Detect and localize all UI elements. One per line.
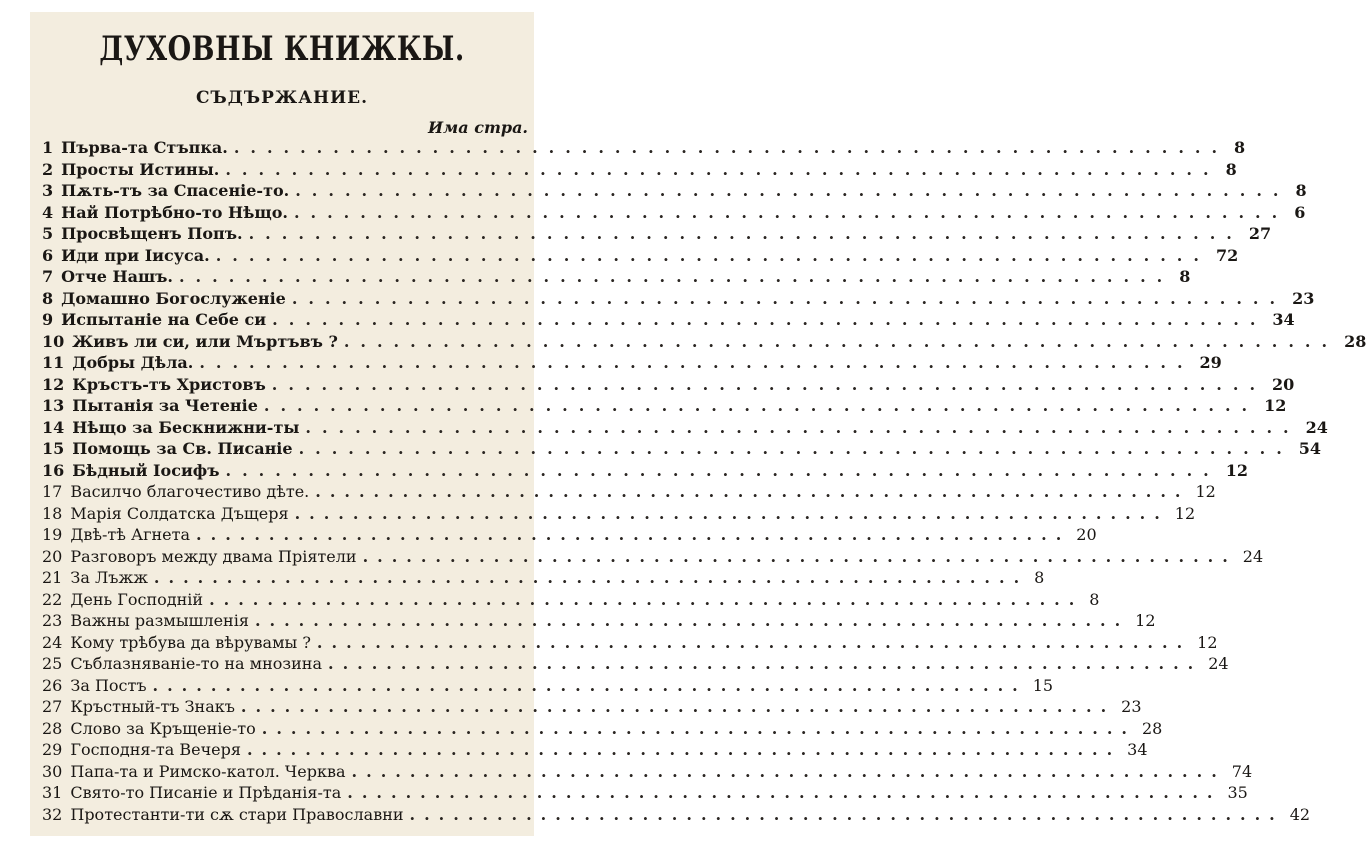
entry-page: 34 bbox=[1272, 310, 1295, 329]
entry-title: За Лъжж bbox=[70, 568, 148, 587]
page-title: ДУХОВНЫ КНИЖКЫ. bbox=[99, 30, 465, 69]
entry-page: 42 bbox=[1289, 804, 1311, 824]
entry-number: 17 bbox=[42, 482, 63, 501]
entry-number: 28 bbox=[42, 718, 63, 738]
entry-title: Протестанти-ти сѫ стари Православни bbox=[70, 804, 404, 824]
entry-number: 16 bbox=[42, 460, 65, 480]
dot-leader: ............................................................ bbox=[215, 245, 1210, 265]
entry-title: Добры Дѣла. bbox=[72, 353, 194, 372]
dot-leader: ............................................................ bbox=[178, 267, 1174, 286]
toc-entry bbox=[42, 783, 1248, 805]
dot-leader: ............................................................ bbox=[409, 804, 1284, 824]
toc-entry bbox=[42, 353, 1222, 375]
toc-entry bbox=[42, 245, 1239, 268]
entry-number: 23 bbox=[42, 611, 63, 630]
dot-leader: ............................................................ bbox=[261, 718, 1136, 738]
toc-entry bbox=[42, 374, 1295, 397]
entry-number: 31 bbox=[42, 783, 63, 802]
entry-page: 8 bbox=[1089, 589, 1100, 609]
dot-leader: ............................................................ bbox=[347, 783, 1222, 802]
book-page bbox=[30, 12, 1366, 836]
entry-page: 8 bbox=[1225, 159, 1237, 179]
toc-entry bbox=[42, 525, 1097, 547]
toc-entry bbox=[42, 159, 1237, 182]
dot-leader: ............................................................ bbox=[246, 740, 1122, 759]
entry-title: Съблазняваніе-то на мнозина bbox=[70, 654, 322, 673]
entry-title: Пытанія за Четеніе bbox=[72, 396, 258, 415]
dot-leader: ............................................................ bbox=[271, 374, 1267, 394]
entry-page: 54 bbox=[1298, 439, 1322, 458]
dot-leader: ............................................................ bbox=[295, 181, 1290, 200]
toc-entry bbox=[42, 632, 1218, 655]
dot-leader: ............................................................ bbox=[153, 568, 1029, 587]
entry-title: Иди при Іисуса. bbox=[61, 245, 210, 265]
entry-title: Марія Солдатска Дъщеря bbox=[70, 503, 289, 523]
entry-page: 12 bbox=[1195, 482, 1216, 501]
entry-number: 20 bbox=[42, 546, 63, 566]
toc-entry bbox=[42, 482, 1216, 504]
entry-number: 12 bbox=[42, 374, 65, 394]
entry-title: Свято-то Писаніе и Прѣданія-та bbox=[70, 783, 342, 802]
entry-number: 27 bbox=[42, 697, 63, 716]
entry-number: 30 bbox=[42, 761, 63, 781]
entry-title: Бѣдный Іосифъ bbox=[72, 460, 220, 480]
dot-leader: ............................................................ bbox=[305, 417, 1300, 437]
entry-page: 12 bbox=[1225, 460, 1248, 480]
entry-title: Кръстъ-тъ Христовъ bbox=[72, 374, 266, 394]
entry-title: Живъ ли си, или Мъртъвъ ? bbox=[72, 331, 338, 351]
entry-page: 28 bbox=[1344, 331, 1366, 351]
entry-title: Просвѣщенъ Попъ. bbox=[61, 224, 243, 243]
entry-page: 24 bbox=[1208, 654, 1229, 673]
entry-page: 12 bbox=[1135, 611, 1156, 630]
entry-title: Папа-та и Римско-катол. Черква bbox=[70, 761, 346, 781]
entry-number: 3 bbox=[42, 181, 54, 200]
entry-title: Испытаніе на Себе си bbox=[61, 310, 267, 329]
entry-title: Важны размышленія bbox=[70, 611, 249, 630]
entry-page: 12 bbox=[1197, 632, 1218, 652]
dot-leader: ............................................................ bbox=[254, 611, 1130, 630]
entry-number: 13 bbox=[42, 396, 65, 415]
entry-page: 24 bbox=[1242, 546, 1264, 566]
dot-leader: ............................................................ bbox=[362, 546, 1237, 566]
entry-number: 2 bbox=[42, 159, 54, 179]
entry-title: Най Потрѣбно-то Нѣщо. bbox=[61, 202, 288, 222]
toc-entry bbox=[42, 181, 1307, 203]
dot-leader: ............................................................ bbox=[199, 353, 1194, 372]
toc-entry bbox=[42, 439, 1322, 461]
dot-leader: ............................................................ bbox=[298, 439, 1293, 458]
entry-page: 24 bbox=[1305, 417, 1328, 437]
entry-number: 9 bbox=[42, 310, 54, 329]
entry-page: 8 bbox=[1295, 181, 1307, 200]
toc-entry bbox=[42, 761, 1253, 784]
entry-title: Домашно Богослуженіе bbox=[61, 288, 286, 308]
entry-title: Двѣ-тѣ Агнета bbox=[70, 525, 191, 544]
entry-page: 20 bbox=[1076, 525, 1097, 544]
table-of-contents bbox=[42, 138, 1366, 826]
dot-leader: ............................................................ bbox=[343, 331, 1339, 351]
toc-entry bbox=[42, 589, 1100, 612]
toc-entry bbox=[42, 740, 1148, 762]
dot-leader: ............................................................ bbox=[196, 525, 1071, 544]
dot-leader: ............................................................ bbox=[248, 224, 1243, 243]
entry-number: 1 bbox=[42, 138, 54, 157]
entry-title: Разговоръ между двама Пріятели bbox=[70, 546, 357, 566]
toc-entry bbox=[42, 202, 1306, 225]
toc-entry bbox=[42, 138, 1246, 160]
entry-number: 10 bbox=[42, 331, 65, 351]
entry-title: За Постъ bbox=[70, 675, 147, 695]
entry-page: 34 bbox=[1127, 740, 1148, 759]
entry-title: Слово за Кръщеніе-то bbox=[70, 718, 256, 738]
entry-page: 74 bbox=[1231, 761, 1253, 781]
toc-entry bbox=[42, 697, 1142, 719]
entry-number: 24 bbox=[42, 632, 63, 652]
entry-number: 32 bbox=[42, 804, 63, 824]
entry-number: 19 bbox=[42, 525, 63, 544]
dot-leader: ............................................................ bbox=[225, 159, 1220, 179]
entry-page: 29 bbox=[1199, 353, 1222, 372]
entry-page: 23 bbox=[1121, 697, 1142, 716]
toc-entry bbox=[42, 546, 1264, 569]
dot-leader: ............................................................ bbox=[315, 482, 1190, 501]
dot-leader: ............................................................ bbox=[240, 697, 1116, 716]
entry-number: 4 bbox=[42, 202, 54, 222]
dot-leader: ............................................................ bbox=[293, 202, 1289, 222]
dot-leader: ............................................................ bbox=[209, 589, 1084, 609]
entry-number: 15 bbox=[42, 439, 65, 458]
entry-title: Нѣщо за Бескнижни-ты bbox=[72, 417, 300, 437]
entry-number: 18 bbox=[42, 503, 63, 523]
dot-leader: ............................................................ bbox=[152, 675, 1027, 695]
dot-leader: ............................................................ bbox=[294, 503, 1169, 523]
entry-page: 72 bbox=[1215, 245, 1239, 265]
toc-entry bbox=[42, 611, 1156, 633]
dot-leader: ............................................................ bbox=[291, 288, 1287, 308]
entry-page: 35 bbox=[1227, 783, 1248, 802]
entry-number: 26 bbox=[42, 675, 63, 695]
entry-number: 21 bbox=[42, 568, 63, 587]
dot-leader: ............................................................ bbox=[225, 460, 1220, 480]
entry-page: 23 bbox=[1292, 288, 1315, 308]
entry-page: 8 bbox=[1179, 267, 1191, 286]
entry-title: Кому трѣбува да вѣрувамы ? bbox=[70, 632, 311, 652]
toc-entry bbox=[42, 288, 1315, 311]
entry-page: 6 bbox=[1294, 202, 1306, 222]
toc-entry bbox=[42, 718, 1163, 741]
entry-page: 8 bbox=[1034, 568, 1045, 587]
entry-page: 28 bbox=[1141, 718, 1163, 738]
toc-entry bbox=[42, 568, 1045, 590]
dot-leader: ............................................................ bbox=[351, 761, 1226, 781]
entry-title: Пѫть-тъ за Спасеніе-то. bbox=[61, 181, 290, 200]
entry-page: 27 bbox=[1248, 224, 1272, 243]
entry-page: 20 bbox=[1272, 374, 1295, 394]
entry-number: 8 bbox=[42, 288, 54, 308]
toc-entry bbox=[42, 417, 1328, 440]
toc-entry bbox=[42, 503, 1196, 526]
dot-leader: ............................................................ bbox=[263, 396, 1259, 415]
dot-leader: ............................................................ bbox=[272, 310, 1267, 329]
dot-leader: ............................................................ bbox=[233, 138, 1229, 157]
entry-title: Първа-та Стъпка. bbox=[61, 138, 228, 157]
entry-number: 5 bbox=[42, 224, 54, 243]
toc-entry bbox=[42, 654, 1229, 676]
toc-entry bbox=[42, 267, 1191, 289]
entry-title: Кръстный-тъ Знакъ bbox=[70, 697, 235, 716]
toc-entry bbox=[42, 396, 1287, 418]
entry-page: 12 bbox=[1264, 396, 1287, 415]
toc-entry bbox=[42, 804, 1311, 827]
entry-number: 7 bbox=[42, 267, 54, 286]
entry-number: 25 bbox=[42, 654, 63, 673]
entry-title: День Господній bbox=[70, 589, 204, 609]
entry-number: 6 bbox=[42, 245, 54, 265]
dot-leader: ............................................................ bbox=[316, 632, 1192, 652]
toc-entry bbox=[42, 675, 1054, 698]
toc-entry bbox=[42, 224, 1272, 246]
page-column-label: Има стра. bbox=[427, 118, 528, 137]
toc-entry bbox=[42, 460, 1248, 483]
entry-title: Просты Истины. bbox=[61, 159, 220, 179]
entry-page: 12 bbox=[1174, 503, 1196, 523]
toc-entry bbox=[42, 310, 1295, 332]
entry-title: Господня-та Вечеря bbox=[70, 740, 241, 759]
entry-number: 11 bbox=[42, 353, 65, 372]
entry-title: Помощь за Св. Писаніе bbox=[72, 439, 293, 458]
entry-title: Василчо благочестиво дѣте. bbox=[70, 482, 310, 501]
dot-leader: ............................................................ bbox=[328, 654, 1203, 673]
entry-number: 14 bbox=[42, 417, 65, 437]
entry-page: 15 bbox=[1032, 675, 1054, 695]
entry-title: Отче Нашъ. bbox=[61, 267, 173, 286]
entry-number: 29 bbox=[42, 740, 63, 759]
contents-heading: СЪДЪРЖАНИЕ. bbox=[195, 88, 369, 108]
entry-page: 8 bbox=[1234, 138, 1246, 157]
entry-number: 22 bbox=[42, 589, 63, 609]
toc-entry bbox=[42, 331, 1366, 354]
